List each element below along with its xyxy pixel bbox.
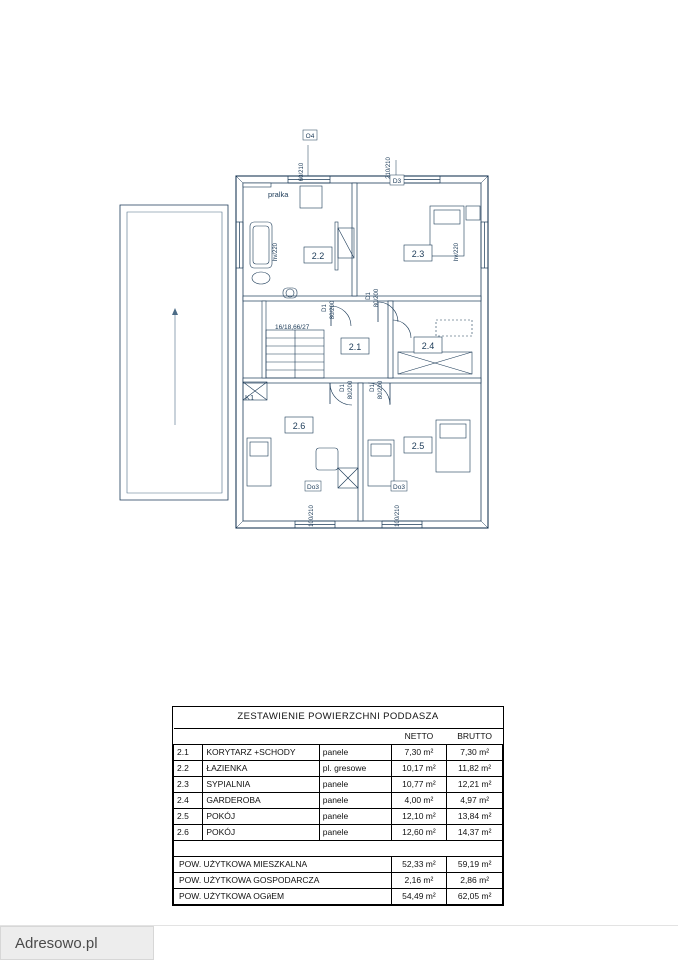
summary-netto: 52,33 m²: [391, 857, 447, 873]
row-finish: panele: [319, 745, 391, 761]
table-row: [174, 809, 503, 825]
summary-netto: 2,16 m²: [391, 873, 447, 889]
row-finish: pl. gresowe: [319, 761, 391, 777]
summary-row: [174, 857, 503, 873]
door-tag-d1-a: D1: [322, 304, 328, 312]
row-name: GARDEROBA: [203, 793, 319, 809]
row-finish: panele: [319, 825, 391, 841]
row-netto: 12,60 m²: [391, 825, 447, 841]
summary-label: POW. UŻYTKOWA MIESZKALNA: [174, 857, 392, 873]
summary-label: POW. UŻYTKOWA GOSPODARCZA: [174, 873, 392, 889]
door-dim-d1-b: 80/200: [374, 288, 380, 308]
door-dim-do3-a: 100/210: [309, 505, 315, 527]
door-tag-do3-b: Do3: [393, 484, 405, 491]
header-blank-3: [319, 729, 391, 745]
window-dim-left: hv/220: [273, 242, 279, 262]
table-row: [174, 777, 503, 793]
summary-row: [174, 889, 503, 905]
door-dim-do3-b: 100/210: [395, 505, 401, 527]
label-pralka: pralka: [268, 190, 289, 199]
table-title: ZESTAWIENIE POWIERZCHNI PODDASZA: [174, 707, 503, 729]
door-dim-d1-c: 80/200: [348, 380, 354, 400]
door-tag-d1-b: D1: [366, 292, 372, 300]
row-netto: 10,77 m²: [391, 777, 447, 793]
door-tag-do3-a: Do3: [307, 484, 319, 491]
watermark-label: Adresowo.pl: [15, 934, 98, 952]
row-name: KORYTARZ +SCHODY: [203, 745, 319, 761]
room-tag-2-6: 2.6: [292, 421, 306, 431]
room-tag-2-4: 2.4: [421, 341, 435, 351]
watermark-badge: [0, 926, 154, 960]
row-name: ŁAZIENKA: [203, 761, 319, 777]
door-dim-d1-d: 80/200: [378, 380, 384, 400]
row-brutto: 14,37 m²: [447, 825, 503, 841]
row-name: SYPIALNIA: [203, 777, 319, 793]
row-netto: 4,00 m²: [391, 793, 447, 809]
header-brutto: BRUTTO: [457, 730, 493, 741]
row-finish: panele: [319, 777, 391, 793]
area-schedule-table: [172, 706, 504, 906]
label-k1: K1: [245, 393, 255, 402]
row-finish: panele: [319, 793, 391, 809]
header-blank-2: [203, 729, 319, 745]
row-number: 2.6: [174, 825, 203, 841]
header-netto: NETTO: [404, 730, 434, 741]
row-number: 2.5: [174, 809, 203, 825]
row-netto: 7,30 m²: [391, 745, 447, 761]
row-finish: panele: [319, 809, 391, 825]
door-tag-o4: O4: [305, 133, 315, 140]
table-row: [174, 761, 503, 777]
row-brutto: 7,30 m²: [447, 745, 503, 761]
table-row: [174, 745, 503, 761]
window-dim-right: hv/220: [454, 242, 460, 262]
row-brutto: 4,97 m²: [447, 793, 503, 809]
room-tag-2-2: 2.2: [311, 251, 325, 261]
summary-netto: 54,49 m²: [391, 889, 447, 905]
door-dim-d1-a: 80/200: [330, 300, 336, 320]
summary-label: POW. UŻYTKOWA OGӣEM: [174, 889, 392, 905]
row-number: 2.3: [174, 777, 203, 793]
room-tag-2-5: 2.5: [411, 441, 425, 451]
row-brutto: 11,82 m²: [447, 761, 503, 777]
row-number: 2.2: [174, 761, 203, 777]
door-tag-d1-d: D1: [370, 384, 376, 392]
room-tag-2-3: 2.3: [411, 249, 425, 259]
door-dim-d3: 210/210: [386, 157, 392, 179]
table-row: [174, 793, 503, 809]
row-name: POKÓJ: [203, 809, 319, 825]
row-netto: 10,17 m²: [391, 761, 447, 777]
summary-brutto: 59,19 m²: [447, 857, 503, 873]
door-tag-d1-c: D1: [340, 384, 346, 392]
table-spacer-row: [174, 841, 503, 857]
row-name: POKÓJ: [203, 825, 319, 841]
summary-brutto: 2,86 m²: [447, 873, 503, 889]
room-tag-2-1: 2.1: [348, 342, 362, 352]
row-number: 2.1: [174, 745, 203, 761]
row-brutto: 13,84 m²: [447, 809, 503, 825]
label-stairs-dim: 16/18,66/27: [275, 324, 310, 331]
row-brutto: 12,21 m²: [447, 777, 503, 793]
row-number: 2.4: [174, 793, 203, 809]
door-tag-d3: D3: [392, 178, 402, 185]
summary-brutto: 62,05 m²: [447, 889, 503, 905]
door-dim-o4: 60/210: [299, 162, 305, 182]
table-row: [174, 825, 503, 841]
header-blank-1: [174, 729, 203, 745]
row-netto: 12,10 m²: [391, 809, 447, 825]
summary-row: [174, 873, 503, 889]
